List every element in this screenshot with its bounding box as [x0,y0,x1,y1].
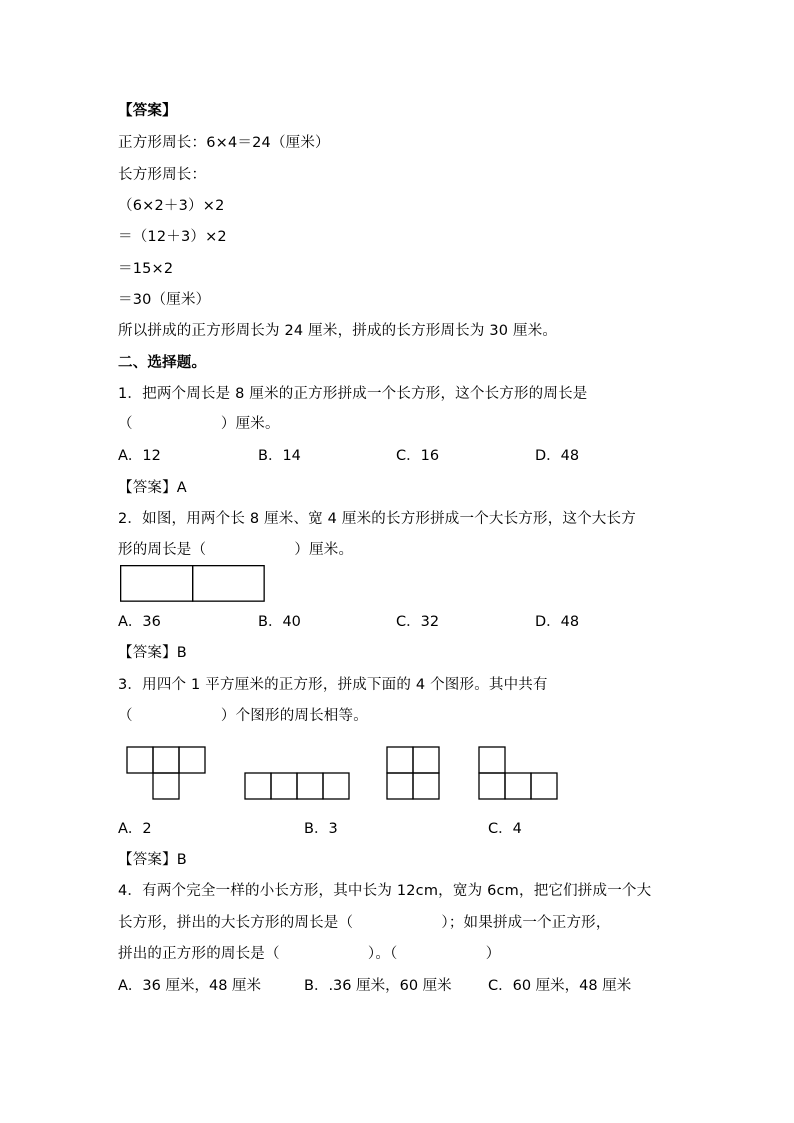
q4-text-line1: 4．有两个完全一样的小长方形，其中长为 12cm，宽为 6cm，把它们拼成一个大 [118,883,652,899]
q3-figure-square-shape [386,746,442,802]
q4-text-line3: 拼出的正方形的周长是（ ）。（ ） [118,946,501,962]
q2-option-c: C．32 [396,614,440,630]
answer-line-1: 正方形周长：6×4＝24（厘米） [118,135,330,151]
q1-option-d: D．48 [535,448,580,464]
q1-text-line1: 1．把两个周长是 8 厘米的正方形拼成一个长方形，这个长方形的周长是 [118,386,588,402]
q2-option-b: B．40 [258,614,301,630]
q2-left-rect [121,566,193,602]
answer-line-3: （6×2＋3）×2 [118,198,225,214]
q2-option-a: A．36 [118,614,161,630]
q3-figure-t-shape [126,746,208,802]
q3-figure-line-shape [244,772,352,802]
q4-option-b: B．.36 厘米，60 厘米 [304,978,452,994]
q4-option-c: C．60 厘米，48 厘米 [488,978,632,994]
q1-text-line2: （ ）厘米。 [118,416,280,432]
answer-conclusion: 所以拼成的正方形周长为 24 厘米，拼成的长方形周长为 30 厘米。 [118,323,558,339]
q1-option-a: A．12 [118,448,161,464]
answer-line-5: ＝15×2 [118,261,174,277]
q1-option-b: B．14 [258,448,301,464]
q2-text-line2: 形的周长是（ ）厘米。 [118,542,354,558]
answer-line-2: 长方形周长： [118,167,207,183]
q3-figure-l-shape [478,746,560,802]
answer-line-6: ＝30（厘米） [118,292,211,308]
section-title: 二、选择题。 [118,355,207,371]
q3-text-line1: 3．用四个 1 平方厘米的正方形，拼成下面的 4 个图形。其中共有 [118,677,548,693]
q2-text-line1: 2．如图，用两个长 8 厘米、宽 4 厘米的长方形拼成一个大长方形，这个大长方 [118,511,636,527]
q1-option-c: C．16 [396,448,440,464]
q3-text-line2: （ ）个图形的周长相等。 [118,708,368,724]
q4-text-line2: 长方形，拼出的大长方形的周长是（ ）；如果拼成一个正方形， [118,915,611,931]
q3-option-a: A．2 [118,821,152,837]
q3-option-b: B．3 [304,821,338,837]
q3-option-c: C．4 [488,821,522,837]
answer-line-4: ＝（12＋3）×2 [118,229,227,245]
q3-answer: 【答案】B [118,852,187,868]
q2-option-d: D．48 [535,614,580,630]
q2-rectangle-figure [120,565,266,603]
q1-answer: 【答案】A [118,480,187,496]
q2-right-rect [193,566,265,602]
q4-option-a: A．36 厘米，48 厘米 [118,978,262,994]
answer-label: 【答案】 [118,103,177,119]
q2-answer: 【答案】B [118,645,187,661]
